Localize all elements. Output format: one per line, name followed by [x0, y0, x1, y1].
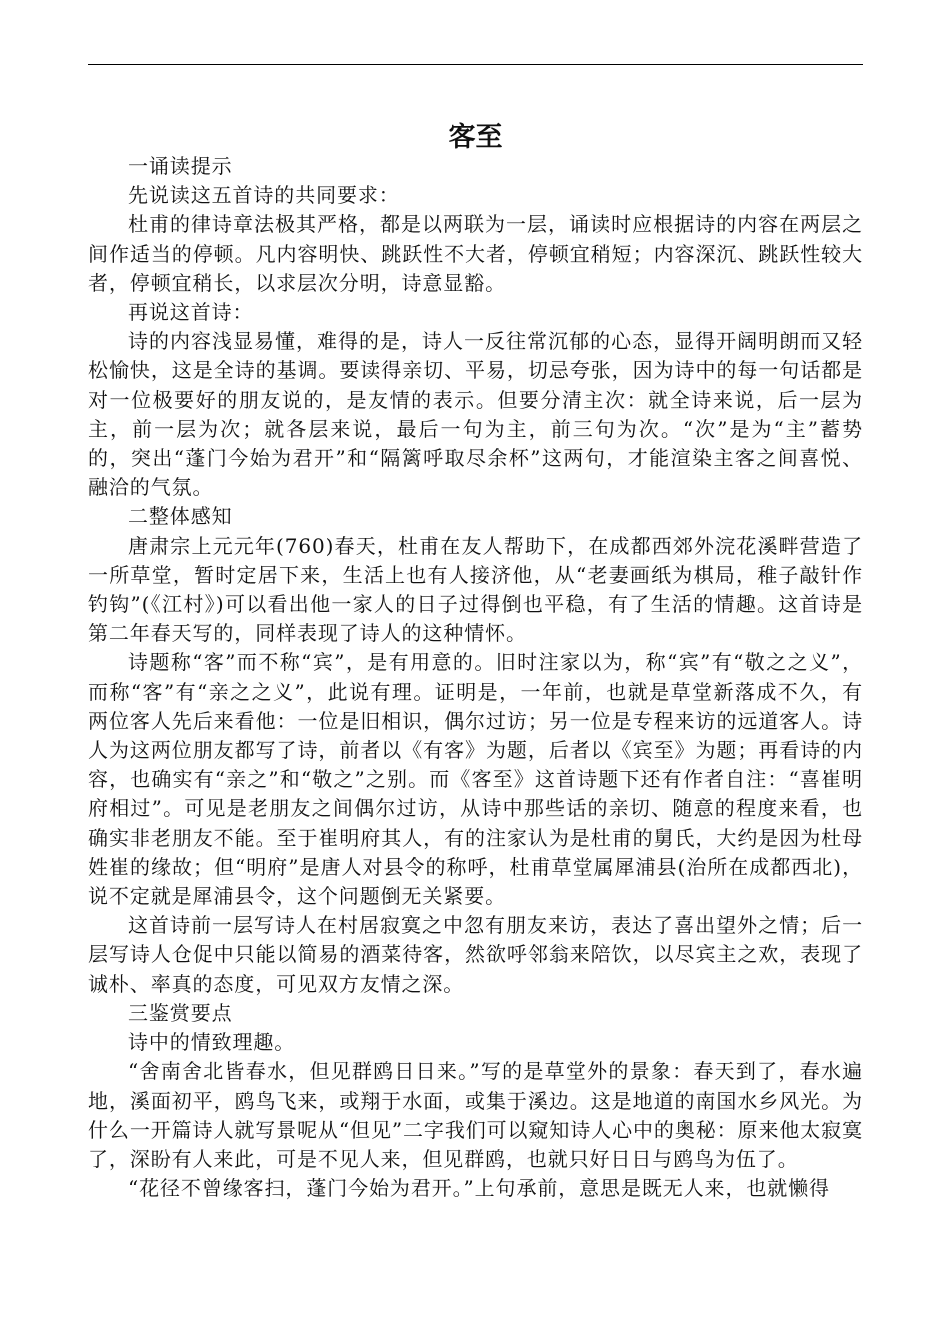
paragraph: 诗的内容浅显易懂，难得的是，诗人一反往常沉郁的心态，显得开阔明朗而又轻松愉快，这是全诗的基调。要读得亲切、平易，切忌夸张，因为诗中的每一句话都是对一位极要好的朋友说的，是友情的表示。但要分清主次：就全诗来说，后一层为主，前一层为次；就各层来说，最后一句为主，前三句为次。“次”是为“主”蓄势的，突出“蓬门今始为君开”和“隔篱呼取尽余杯”这两句，才能渲染主客之间喜悦、融洽的气氛。 [88, 329, 863, 500]
document-body [88, 152, 863, 1203]
paragraph: 唐肃宗上元元年(760)春天，杜甫在友人帮助下，在成都西郊外浣花溪畔营造了一所草堂，暂时定居下来，生活上也有人接济他，从“老妻画纸为棋局，稚子敲针作钓钩”(《江村》)可以看出他一家人的日子过得倒也平稳，有了生活的情趣。这首诗是第二年春天写的，同样表现了诗人的这种情怀。 [88, 533, 863, 646]
paragraph-lead: 先说读这五首诗的共同要求： [128, 183, 400, 208]
section-heading-3: 三鉴赏要点 [128, 1000, 233, 1025]
paragraph: “花径不曾缘客扫，蓬门今始为君开。”上句承前，意思是既无人来，也就懒得 [128, 1176, 830, 1201]
paragraph: 诗题称“客”而不称“宾”，是有用意的。旧时注家以为，称“宾”有“敬之之义”，而称“客”有“亲之之义”，此说有理。证明是，一年前，也就是草堂新落成不久，有两位客人先后来看他：一位是旧相识，偶尔过访；另一位是专程来访的远道客人。诗人为这两位朋友都写了诗，前者以《有客》为题，后者以《宾至》为题；再看诗的内容，也确实有“亲之”和“敬之”之别。而《客至》这首诗题下还有作者自注：“喜崔明府相过”。可见是老朋友之间偶尔过访，从诗中那些话的亲切、随意的程度来看，也确实非老朋友不能。至于崔明府其人，有的注家认为是杜甫的舅氏，大约是因为杜母姓崔的缘故；但“明府”是唐人对县令的称呼，杜甫草堂属犀浦县(治所在成都西北)，说不定就是犀浦县令，这个问题倒无关紧要。 [88, 650, 863, 909]
page-title: 客至 [448, 122, 503, 153]
paragraph: 杜甫的律诗章法极其严格，都是以两联为一层，诵读时应根据诗的内容在两层之间作适当的停顿。凡内容明快、跳跃性不大者，停顿宜稍短；内容深沉、跳跃性较大者，停顿宜稍长，以求层次分明，诗意显豁。 [88, 212, 863, 295]
section-heading-2: 二整体感知 [128, 504, 233, 529]
paragraph-lead: 再说这首诗： [128, 300, 254, 325]
paragraph-lead: 诗中的情致理趣。 [128, 1030, 296, 1055]
paragraph: “舍南舍北皆春水，但见群鸥日日来。”写的是草堂外的景象：春天到了，春水遍地，溪面初平，鸥鸟飞来，或翔于水面，或集于溪边。这是地道的南国水乡风光。为什么一开篇诗人就写景呢从“但见”二字我们可以窥知诗人心中的奥秘：原来他太寂寞了，深盼有人来此，可是不见人来，但见群鸥，也就只好日日与鸥鸟为伍了。 [88, 1059, 863, 1171]
section-heading-1: 一诵读提示 [128, 154, 233, 178]
header-rule [88, 64, 863, 65]
paragraph: 这首诗前一层写诗人在村居寂寞之中忽有朋友来访，表达了喜出望外之情；后一层写诗人仓促中只能以简易的酒菜待客，然欲呼邻翁来陪饮，以尽宾主之欢，表现了诚朴、率真的态度，可见双方友情之深。 [88, 913, 863, 996]
